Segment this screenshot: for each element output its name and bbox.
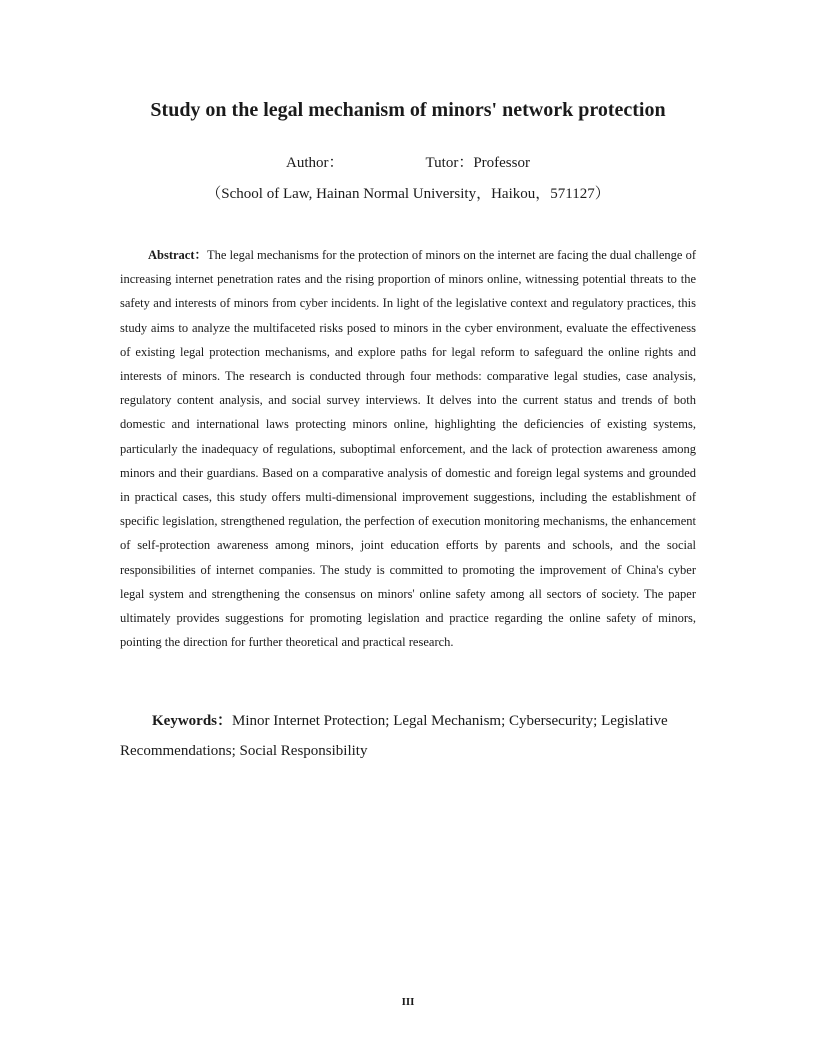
paper-title: Study on the legal mechanism of minors' network protection: [150, 99, 666, 121]
keywords-text: Minor Internet Protection; Legal Mechanism; Cybersecurity; Legislative Recommendations; Social Responsibility: [120, 713, 668, 759]
keywords-paragraph: [120, 706, 696, 766]
tutor-label: Tutor：Professor: [425, 155, 530, 171]
abstract-text: The legal mechanisms for the protection of minors on the internet are facing the dual challenge of increasing internet penetration rates and the rising proportion of minors online, witnessing potential threats to the safety and interests of minors from cyber incidents. In light of the legislative context and regulatory practices, this study aims to analyze the multifaceted risks posed to minors in the cyber environment, evaluate the effectiveness of existing legal protection mechanisms, and explore paths for legal reform to safeguard the online rights and interests of minors. The research is conducted through four methods: comparative legal studies, case analysis, regulatory content analysis, and social survey interviews. It delves into the current status and trends of both domestic and international laws protecting minors online, highlighting the deficiencies of existing systems, particularly the inadequacy of regulations, suboptimal enforcement, and the lack of protection awareness among minors and their guardians. Based on a comparative analysis of domestic and foreign legal systems and grounded in practical cases, this study offers multi-dimensional improvement suggestions, including the establishment of specific legislation, strengthened regulation, the perfection of execution monitoring mechanisms, the enhancement of self-protection awareness among minors, joint education efforts by parents and schools, and the social responsibilities of internet companies. The study is committed to promoting the improvement of China's cyber legal system and strengthening the consensus on minors' online safety among all sectors of society. The paper ultimately provides suggestions for promoting legislation and practice regarding the online safety of minors, pointing the direction for further theoretical and practical research.: [120, 248, 696, 650]
abstract-label: Abstract：: [148, 248, 208, 262]
abstract-paragraph: [120, 243, 696, 654]
author-line: [0, 152, 816, 174]
affiliation: （School of Law, Hainan Normal University，Haikou，571127）: [206, 186, 610, 202]
keywords-label: Keywords：: [152, 713, 232, 729]
page-number: III: [401, 996, 415, 1008]
author-label: Author：: [286, 155, 344, 171]
